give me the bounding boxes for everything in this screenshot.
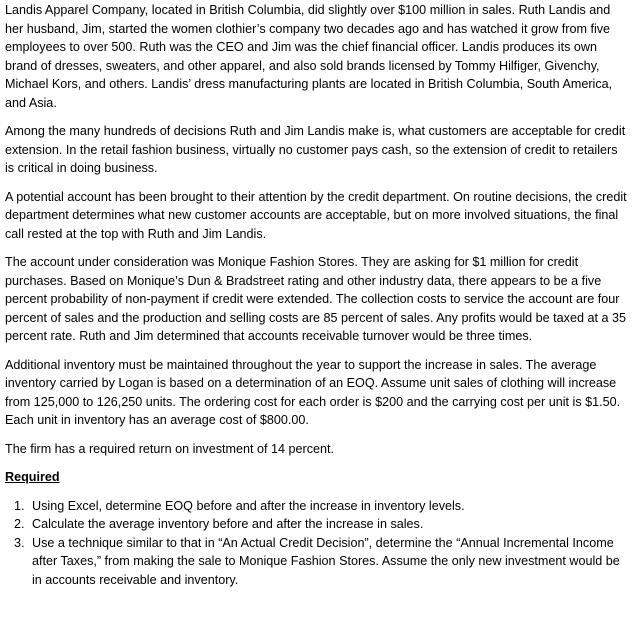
paragraph-company-background: Landis Apparel Company, located in British Columbia, did slightly over $100 million in sales. Ruth Landis and her husband, Jim, started the women clothier’s company two decades ago and has watched it grow from five employees to over 500. Ruth was the CEO and Jim was the chief financial officer. Landis produces its own brand of dresses, sweaters, and other apparel, and also sold brands licensed by Tommy Hilfiger, Givenchy, Michael Kors, and others. Landis’ dress manufacturing plants are located in British Columbia, South America, and Asia. bbox=[5, 3, 613, 110]
paragraph-inventory: Additional inventory must be maintained throughout the year to support the increase in sales. The average inventory carried by Logan is based on a determination of an EOQ. Assume unit sales of clothing will increase from 125,000 to 126,250 units. The ordering cost for each order is $200 and the carrying cost per unit is $1.50. Each unit in inventory has an average cost of $800.00. bbox=[5, 357, 621, 427]
paragraph-potential-account: A potential account has been brought to their attention by the credit department. On routine decisions, the credit department determines what new customer accounts are acceptable, but on more involved situations, the final call rested at the top with Ruth and Jim Landis. bbox=[5, 189, 627, 241]
required-list bbox=[5, 497, 630, 590]
paragraph-required-return: The firm has a required return on investment of 14 percent. bbox=[5, 441, 335, 456]
required-item-3: 3. Use a technique similar to that in “An Actual Credit Decision”, determine the “Annual Incremental Income after Taxes,” from making the sale to Monique Fashion Stores. Assume the only new investment would be in accounts receivable and inventory. bbox=[28, 534, 630, 590]
required-item-2: 2. Calculate the average inventory before and after the increase in sales. bbox=[28, 515, 630, 534]
required-heading: Required bbox=[5, 470, 60, 484]
required-item-1: 1. Using Excel, determine EOQ before and after the increase in inventory levels. bbox=[28, 497, 630, 516]
paragraph-monique-account: The account under consideration was Monique Fashion Stores. They are asking for $1 million for credit purchases. Based on Monique’s Dun & Bradstreet rating and other industry data, there appears to be a five percent probability of non-payment if credit were extended. The collection costs to service the account are four percent of sales and the production and selling costs are 85 percent of sales. Any profits would be taxed at a 35 percent rate. Ruth and Jim determined that accounts receivable turnover would be three times. bbox=[5, 255, 626, 343]
paragraph-credit-decisions: Among the many hundreds of decisions Ruth and Jim Landis make is, what customers are acceptable for credit extension. In the retail fashion business, virtually no customer pays cash, so the extension of credit to retailers is critical in doing business. bbox=[5, 124, 626, 175]
